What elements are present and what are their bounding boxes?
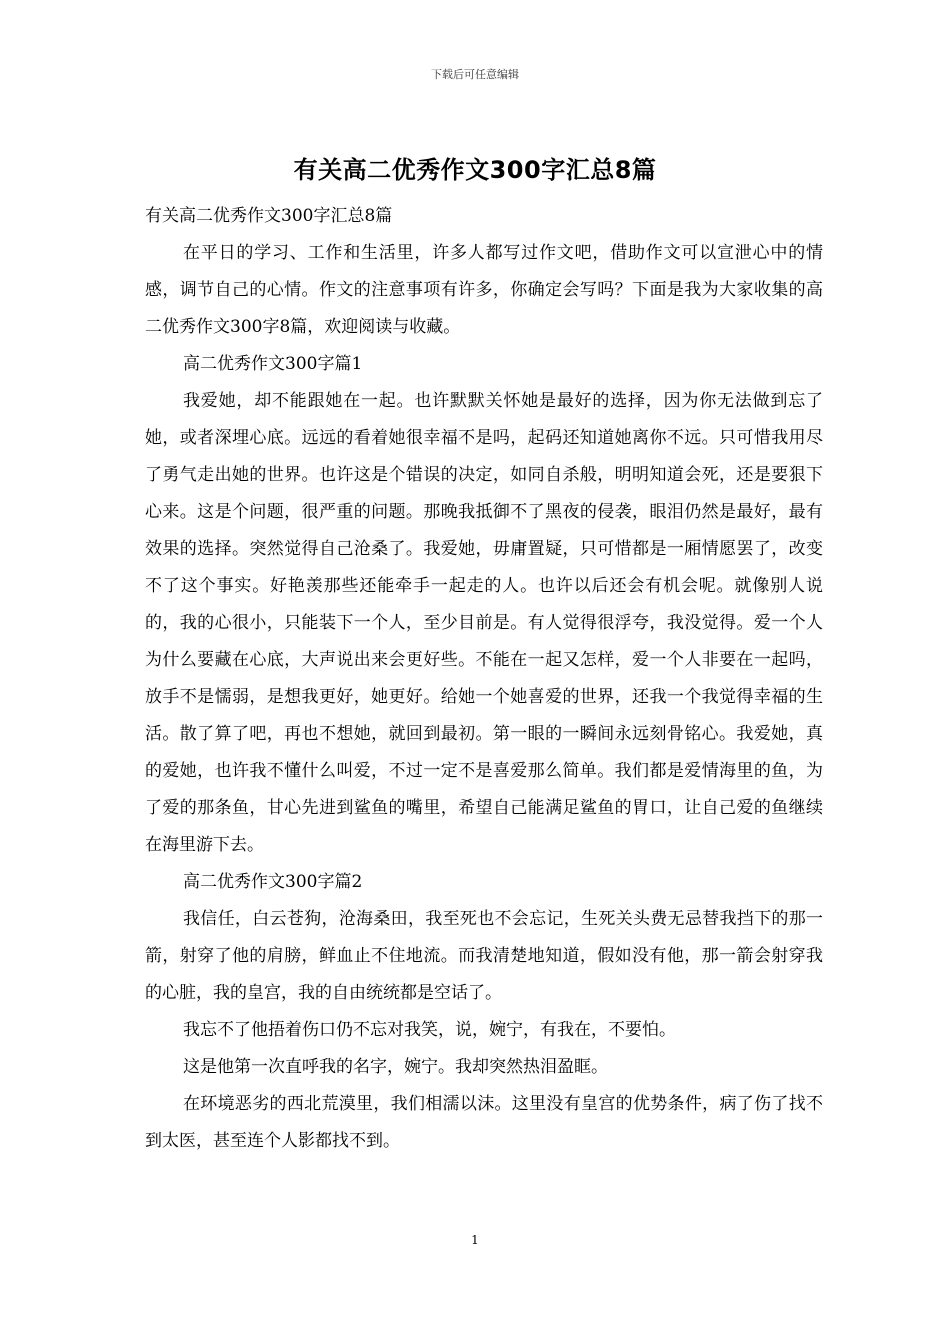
page-number: 1: [471, 1233, 479, 1247]
subtitle-paragraph: 有关高二优秀作文300字汇总8篇: [145, 206, 393, 226]
section-heading-2: 高二优秀作文300字篇2: [183, 872, 363, 892]
essay-2-paragraph-2: 我忘不了他捂着伤口仍不忘对我笑，说，婉宁，有我在，不要怕。: [183, 1020, 676, 1040]
header-note: 下载后可任意编辑: [431, 68, 519, 81]
essay-2-paragraph-3: 这是他第一次直呼我的名字，婉宁。我却突然热泪盈眶。: [183, 1057, 608, 1077]
essay-2-paragraph-1: 我信任，白云苍狗，沧海桑田，我至死也不会忘记，生死关头费无忌替我挡下的那一箭，射穿了他的肩膀，鲜血止不住地流。而我清楚地知道，假如没有他，那一箭会射穿我的心脏，我的皇宫，我的自由统统都是空话了。: [145, 909, 823, 1003]
section-heading-1: 高二优秀作文300字篇1: [183, 354, 363, 374]
document-title: 有关高二优秀作文300字汇总8篇: [293, 156, 657, 184]
essay-2-paragraph-4: 在环境恶劣的西北荒漠里，我们相濡以沫。这里没有皇宫的优势条件，病了伤了找不到太医，甚至连个人影都找不到。: [145, 1094, 823, 1151]
document-body: [145, 198, 823, 1160]
essay-1-paragraph: 我爱她，却不能跟她在一起。也许默默关怀她是最好的选择，因为你无法做到忘了她，或者深埋心底。远远的看着她很幸福不是吗，起码还知道她离你不远。只可惜我用尽了勇气走出她的世界。也许这是个错误的决定，如同自杀般，明明知道会死，还是要狠下心来。这是个问题，很严重的问题。那晚我抵御不了黑夜的侵袭，眼泪仍然是最好，最有效果的选择。突然觉得自己沧桑了。我爱她，毋庸置疑，只可惜都是一厢情愿罢了，改变不了这个事实。好艳羡那些还能牵手一起走的人。也许以后还会有机会呢。就像别人说的，我的心很小，只能装下一个人，至少目前是。有人觉得很浮夸，我没觉得。爱一个人为什么要藏在心底，大声说出来会更好些。不能在一起又怎样，爱一个人非要在一起吗，放手不是懦弱，是想我更好，她更好。给她一个她喜爱的世界，还我一个我觉得幸福的生活。散了算了吧，再也不想她，就回到最初。第一眼的一瞬间永远刻骨铭心。我爱她，真的爱她，也许我不懂什么叫爱，不过一定不是喜爱那么简单。我们都是爱情海里的鱼，为了爱的那条鱼，甘心先进到鲨鱼的嘴里，希望自己能满足鲨鱼的胃口，让自己爱的鱼继续在海里游下去。: [145, 391, 823, 855]
intro-paragraph: 在平日的学习、工作和生活里，许多人都写过作文吧，借助作文可以宣泄心中的情感，调节自己的心情。作文的注意事项有许多，你确定会写吗？下面是我为大家收集的高二优秀作文300字8篇，欢迎阅读与收藏。: [145, 243, 823, 337]
